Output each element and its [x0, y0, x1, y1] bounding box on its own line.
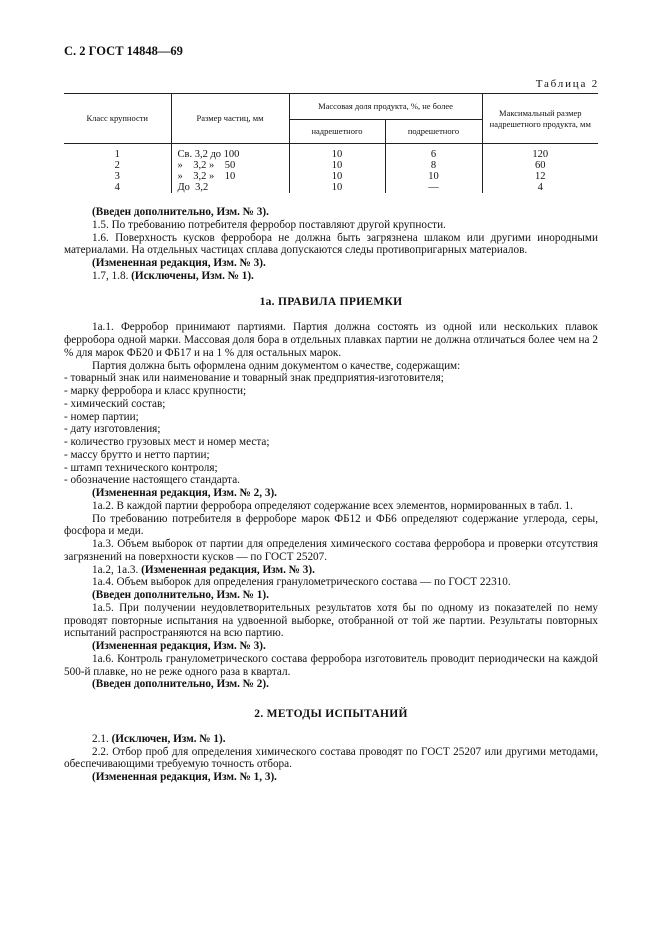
- list-item: - дату изготовления;: [64, 423, 161, 436]
- header-undersize: подрешетного: [385, 120, 482, 144]
- cell-size: До 3,2: [171, 182, 289, 193]
- cell-size: » 3,2 » 10: [171, 171, 289, 182]
- paragraph-1a-1: 1а.1. Ферробор принимают партиями. Партия должна состоять из одной или нескольких плавок ферробора одной марки. Массовая доля бора в отдельных плавках партии не должна отличаться более чем на 2 % для марок ФБ20 и ФБ17 и на 1 % для остальных марок.: [64, 321, 598, 359]
- paragraph-1a-3: 1а.3. Объем выборок от партии для определения химического состава ферробора и проверки отсутствия загрязнений на поверхности кусков — по ГОСТ 25207.: [64, 538, 598, 563]
- header-mass-fraction: Массовая доля продукта, %, не более: [289, 94, 482, 120]
- section-heading-acceptance: 1а. ПРАВИЛА ПРИЕМКИ: [259, 295, 403, 308]
- cell-under: 8: [385, 160, 482, 171]
- body-text: [64, 206, 598, 784]
- list-item: - штамп технического контроля;: [64, 461, 218, 474]
- cell-over: 10: [289, 182, 385, 193]
- cell-over: 10: [289, 171, 385, 182]
- paragraph-1a-2-extra: По требованию потребителя в ферроборе марок ФБ12 и ФБ6 определяют содержание углерода, серы, фосфора и меди.: [64, 512, 598, 538]
- cell-max: 12: [482, 171, 598, 182]
- list-item: - массу брутто и нетто партии;: [64, 448, 210, 461]
- table-row: [64, 182, 598, 193]
- paragraph-1a-2: 1а.2. В каждой партии ферробора определяют содержание всех элементов, нормированных в табл. 1.: [92, 499, 573, 512]
- clause-number: 2.1.: [92, 732, 109, 745]
- cell-under: —: [385, 182, 482, 193]
- clause-number: 1а.2, 1а.3.: [92, 563, 139, 576]
- cell-over: 10: [289, 144, 385, 161]
- list-item: - обозначение настоящего стандарта.: [64, 474, 240, 487]
- cell-max: 120: [482, 144, 598, 161]
- paragraph-1a-6: 1а.6. Контроль гранулометрического состава ферробора изготовитель проводит периодически на каждой 500-й плавке, но не реже одного раза в квартал.: [64, 652, 598, 678]
- cell-grade: 2: [114, 160, 120, 171]
- list-item: - марку ферробора и класс крупности;: [64, 385, 247, 397]
- cell-under: 6: [385, 144, 482, 161]
- amendment-note: (Измененная редакция, Изм. № 1, 3).: [92, 771, 277, 783]
- cell-grade: 4: [114, 182, 120, 193]
- amendment-note: (Измененная редакция, Изм. № 2, 3).: [92, 487, 277, 499]
- table-caption: Таблица 2: [535, 78, 599, 90]
- paragraph-1a-1-doc: Партия должна быть оформлена одним документом о качестве, содержащим:: [92, 359, 461, 372]
- section-heading-test-methods: 2. МЕТОДЫ ИСПЫТАНИЙ: [254, 708, 408, 720]
- cell-max: 60: [482, 160, 598, 171]
- amendment-note: (Введен дополнительно, Изм. № 1).: [92, 589, 269, 601]
- cell-grade: 1: [114, 149, 120, 160]
- paragraph-1a-2-1a-3: [64, 564, 598, 577]
- header-particle-size: Размер частиц, мм: [171, 94, 289, 144]
- amendment-note: (Измененная редакция, Изм. № 3).: [92, 257, 266, 269]
- cell-max: 4: [482, 182, 598, 193]
- table-row: [64, 160, 598, 171]
- amendment-note: (Измененная редакция, Изм. № 3).: [92, 640, 266, 652]
- header-oversize: надрешетного: [289, 120, 385, 144]
- amendment-note: (Измененная редакция, Изм. № 3).: [141, 563, 315, 576]
- cell-grade: 3: [114, 171, 120, 182]
- amendment-note: (Исключены, Изм. № 1).: [131, 269, 254, 282]
- list-item: - количество грузовых мест и номер места;: [64, 436, 270, 448]
- header-grade: Класс крупности: [86, 113, 148, 123]
- cell-size: Св. 3,2 до 100: [171, 144, 289, 161]
- paragraph-1-5: 1.5. По требованию потребителя ферробор поставляют другой крупности.: [92, 218, 446, 231]
- paragraph-1-6: 1.6. Поверхность кусков ферробора не должна быть загрязнена шлаком или другими инородными материалами. На отдельных частицах сплава допускаются следы противопригарных материалов.: [64, 231, 598, 257]
- list-item: - товарный знак или наименование и товарный знак предприятия-изготовителя;: [64, 372, 444, 385]
- header-max-size: Максимальный размер надрешетного продукта, мм: [482, 94, 598, 144]
- paragraph-1-7-1-8: [64, 270, 598, 283]
- list-item: - номер партии;: [64, 410, 139, 423]
- paragraph-2-1: [64, 733, 598, 746]
- table-row: [64, 144, 598, 161]
- amendment-note: (Введен дополнительно, Изм. № 2).: [92, 678, 269, 691]
- paragraph-1a-4: 1а.4. Объем выборок для определения гранулометрического состава — по ГОСТ 22310.: [92, 576, 511, 589]
- page-header: С. 2 ГОСТ 14848—69: [64, 44, 183, 58]
- paragraph-2-2: 2.2. Отбор проб для определения химического состава проводят по ГОСТ 25207 или другими методами, обеспечивающими требуемую точность отбора.: [64, 745, 598, 771]
- grain-size-table: [64, 93, 598, 193]
- cell-size: » 3,2 » 50: [171, 160, 289, 171]
- cell-under: 10: [385, 171, 482, 182]
- table-row: [64, 171, 598, 182]
- clause-number: 1.7, 1.8.: [92, 269, 129, 282]
- cell-over: 10: [289, 160, 385, 171]
- list-item: - химический состав;: [64, 397, 166, 410]
- amendment-note: (Введен дополнительно, Изм. № 3).: [92, 206, 269, 218]
- amendment-note: (Исключен, Изм. № 1).: [111, 732, 226, 745]
- paragraph-1a-5: 1а.5. При получении неудовлетворительных результатов хотя бы по одному из показателей по нему проводят повторные испытания на удвоенной выборке, отобранной от той же партии. Результаты повторных испытаний распространяются на всю партию.: [64, 601, 598, 640]
